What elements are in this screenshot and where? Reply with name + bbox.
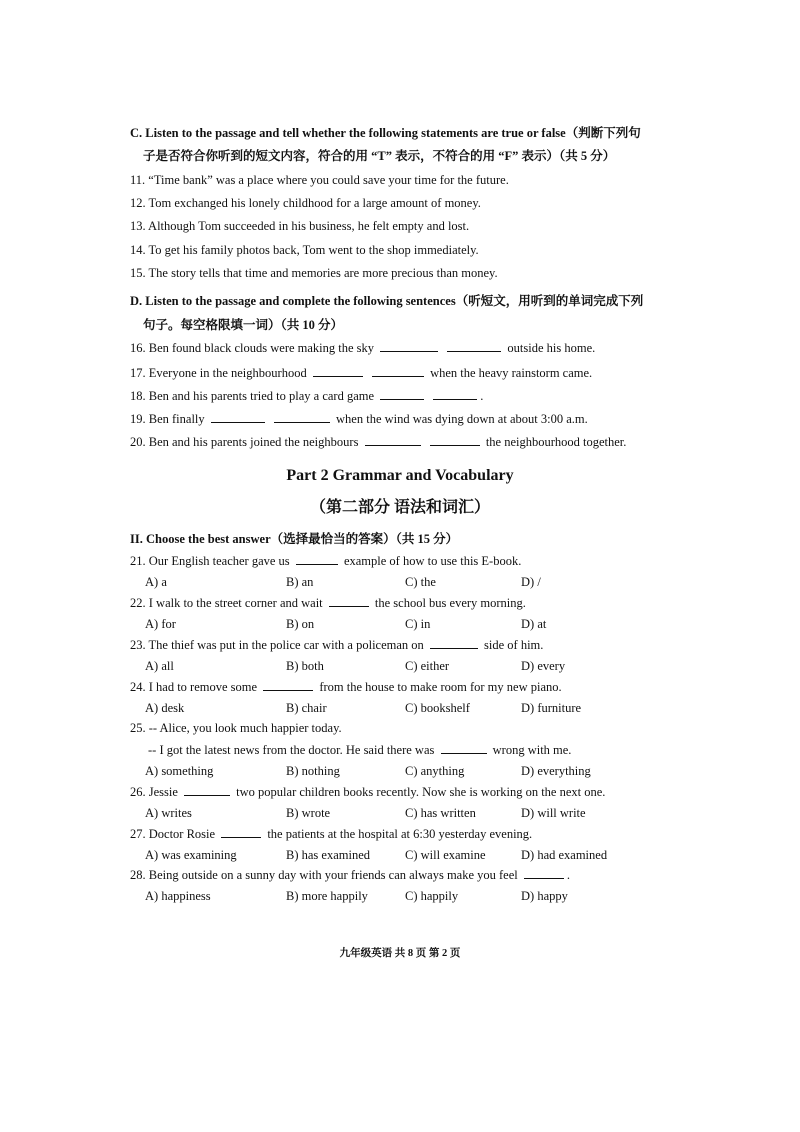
answer-blank[interactable] (329, 595, 369, 607)
part2-subtitle: （第二部分 语法和词汇） (309, 499, 490, 516)
question-24-stem-end: from the house to make room for my new piano. (319, 680, 562, 694)
question-21-stem-end: example of how to use this E-book. (343, 554, 522, 568)
option-c[interactable]: C) will examine (405, 848, 486, 862)
answer-blank[interactable] (372, 365, 424, 377)
answer-blank[interactable] (365, 434, 421, 446)
question-22-stem: 22. I walk to the street corner and wait (130, 596, 323, 610)
question-23-stem: 23. The thief was put in the police car with a policeman on (130, 638, 424, 652)
answer-blank[interactable] (430, 637, 478, 649)
option-d[interactable]: D) everything (521, 764, 591, 778)
sentence-20-text: 20. Ben and his parents joined the neighbours (130, 435, 359, 449)
answer-blank[interactable] (441, 742, 487, 754)
question-23 (130, 637, 543, 653)
answer-blank[interactable] (274, 411, 330, 423)
question-27 (130, 826, 532, 842)
option-b[interactable]: B) chair (286, 701, 327, 715)
option-a[interactable]: A) was examining (145, 848, 237, 862)
question-26-stem: 26. Jessie (130, 785, 178, 799)
question-28 (130, 867, 570, 883)
answer-blank[interactable] (447, 340, 501, 352)
question-22-stem-end: the school bus every morning. (374, 596, 526, 610)
answer-blank[interactable] (380, 340, 438, 352)
answer-blank[interactable] (313, 365, 363, 377)
option-a[interactable]: A) a (145, 575, 167, 589)
answer-blank[interactable] (524, 867, 564, 879)
statement-12: 12. Tom exchanged his lonely childhood for a large amount of money. (130, 196, 481, 210)
section-d-heading-cn2: 句子。每空格限填一词）（共 10 分） (143, 318, 344, 332)
question-21 (130, 553, 521, 569)
answer-blank[interactable] (430, 434, 480, 446)
statement-15: 15. The story tells that time and memories are more precious than money. (130, 266, 498, 280)
question-23-stem-end: side of him. (484, 638, 544, 652)
option-d[interactable]: D) had examined (521, 848, 608, 862)
question-25-stem-end: wrong with me. (492, 743, 572, 757)
option-d[interactable]: D) / (521, 575, 541, 589)
question-24-stem: 24. I had to remove some (130, 680, 258, 694)
sentence-19 (130, 411, 588, 427)
question-28-stem-end: . (566, 868, 571, 882)
statement-14: 14. To get his family photos back, Tom went to the shop immediately. (130, 243, 479, 257)
option-d[interactable]: D) will write (521, 806, 586, 820)
option-c[interactable]: C) anything (405, 764, 465, 778)
answer-blank[interactable] (433, 388, 477, 400)
section-c-heading (130, 125, 641, 141)
option-d[interactable]: D) furniture (521, 701, 582, 715)
sentence-18-text: 18. Ben and his parents tried to play a card game (130, 389, 375, 403)
section-ii-heading-en: II. Choose the best answer (130, 532, 271, 546)
section-d-heading (130, 293, 643, 309)
option-d[interactable]: D) at (521, 617, 547, 631)
answer-blank[interactable] (380, 388, 424, 400)
option-a[interactable]: A) happiness (145, 889, 211, 903)
option-b[interactable]: B) nothing (286, 764, 340, 778)
question-21-stem: 21. Our English teacher gave us (130, 554, 290, 568)
statement-11: 11. “Time bank” was a place where you could save your time for the future. (130, 173, 509, 187)
option-c[interactable]: C) either (405, 659, 450, 673)
question-25-line2 (148, 742, 571, 758)
answer-blank[interactable] (296, 553, 338, 565)
question-26 (130, 784, 605, 800)
answer-blank[interactable] (184, 784, 230, 796)
part2-title: Part 2 Grammar and Vocabulary (286, 467, 514, 484)
option-c[interactable]: C) in (405, 617, 431, 631)
option-c[interactable]: C) the (405, 575, 436, 589)
sentence-16-end: outside his home. (507, 341, 596, 355)
option-a[interactable]: A) all (145, 659, 174, 673)
option-b[interactable]: B) has examined (286, 848, 371, 862)
option-c[interactable]: C) bookshelf (405, 701, 470, 715)
section-d-heading-cn1: （听短文，用听到的单词完成下列 (455, 294, 644, 308)
option-d[interactable]: D) every (521, 659, 566, 673)
answer-blank[interactable] (211, 411, 265, 423)
option-a[interactable]: A) for (145, 617, 176, 631)
option-b[interactable]: B) on (286, 617, 315, 631)
section-d-heading-en: D. Listen to the passage and complete the following sentences (130, 294, 456, 308)
option-c[interactable]: C) has written (405, 806, 476, 820)
question-27-stem: 27. Doctor Rosie (130, 827, 216, 841)
sentence-17 (130, 365, 592, 381)
sentence-17-end: when the heavy rainstorm came. (430, 366, 593, 380)
sentence-17-text: 17. Everyone in the neighbourhood (130, 366, 307, 380)
sentence-20-end: the neighbourhood together. (485, 435, 627, 449)
question-22 (130, 595, 526, 611)
option-a[interactable]: A) writes (145, 806, 192, 820)
option-b[interactable]: B) both (286, 659, 324, 673)
section-ii-heading-cn: （选择最恰当的答案）（共 15 分） (270, 532, 459, 546)
question-24 (130, 679, 562, 695)
sentence-16-text: 16. Ben found black clouds were making the sky (130, 341, 375, 355)
option-c[interactable]: C) happily (405, 889, 459, 903)
option-d[interactable]: D) happy (521, 889, 568, 903)
option-a[interactable]: A) desk (145, 701, 185, 715)
statement-13: 13. Although Tom succeeded in his business, he felt empty and lost. (130, 219, 470, 233)
option-b[interactable]: B) more happily (286, 889, 368, 903)
section-c-heading-cn2: 子是否符合你听到的短文内容，符合的用 “T” 表示，不符合的用 “F” 表示）（共 5 分） (143, 149, 616, 163)
sentence-18-end: . (480, 389, 484, 403)
option-b[interactable]: B) wrote (286, 806, 331, 820)
sentence-16 (130, 340, 595, 356)
answer-blank[interactable] (221, 826, 261, 838)
answer-blank[interactable] (263, 679, 313, 691)
option-b[interactable]: B) an (286, 575, 314, 589)
sentence-18 (130, 388, 483, 404)
question-26-stem-end: two popular children books recently. Now she is working on the next one. (236, 785, 606, 799)
question-28-stem: 28. Being outside on a sunny day with your friends can always make you feel (130, 868, 518, 882)
sentence-20 (130, 434, 626, 450)
section-ii-heading (130, 531, 458, 547)
section-c-heading-cn1: （判断下列句 (565, 126, 641, 140)
sentence-19-end: when the wind was dying down at about 3:00 a.m. (336, 412, 588, 426)
question-25: 25. -- Alice, you look much happier today. (130, 721, 342, 735)
page-footer: 九年级英语 共 8 页 第 2 页 (339, 948, 461, 959)
question-25-stem: -- I got the latest news from the doctor. He said there was (148, 743, 435, 757)
question-27-stem-end: the patients at the hospital at 6:30 yesterday evening. (267, 827, 533, 841)
section-c-heading-en: C. Listen to the passage and tell whether the following statements are true or false (130, 126, 566, 140)
sentence-19-text: 19. Ben finally (130, 412, 205, 426)
option-a[interactable]: A) something (145, 764, 214, 778)
